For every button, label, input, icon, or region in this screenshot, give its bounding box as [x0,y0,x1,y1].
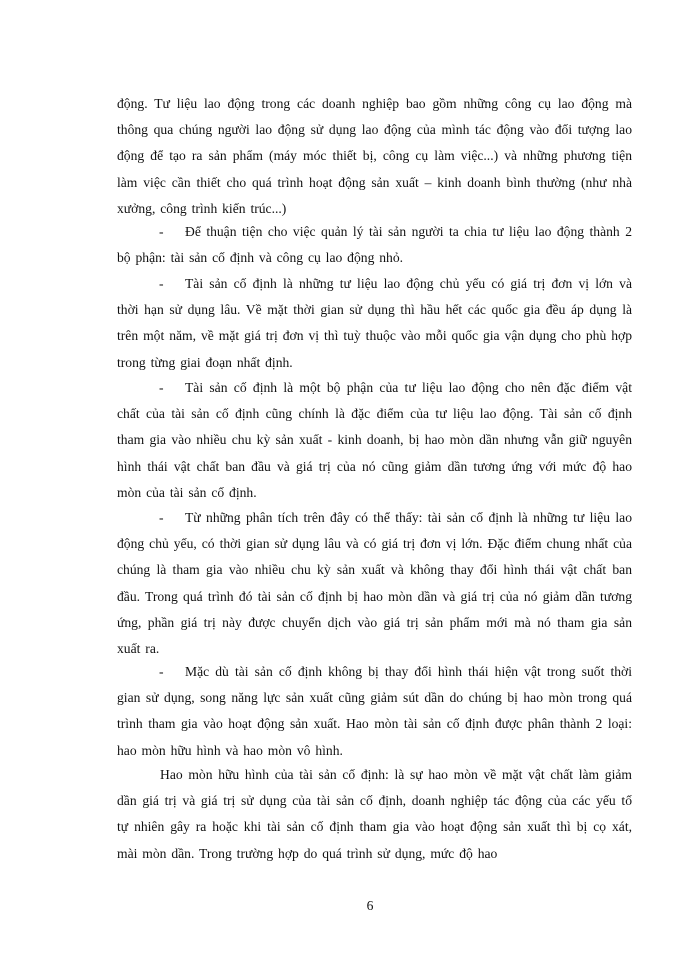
bullet-dash: - [159,664,164,679]
paragraph-6-text: Mặc dù tài sản cố định không bị thay đổi hình thái hiện vật trong suốt thời gian sử dụng, song năng lực sản xuất cũng giảm sút dần do chúng bị hao mòn trong quá trình tham gia vào hoạt động sản xuất. Hao mòn tài sản cố định được phân thành 2 loại: hao mòn hữu hình và hao mòn vô hình. [117,664,632,758]
bullet-dash: - [159,276,164,291]
paragraph-5 [117,505,632,662]
paragraph-4 [117,375,632,506]
paragraph-3 [117,271,632,376]
bullet-dash: - [159,510,164,525]
paragraph-6 [117,659,632,764]
bullet-dash: - [159,224,164,239]
paragraph-7-text: Hao mòn hữu hình của tài sản cố định: là sự hao mòn về mặt vật chất làm giảm dần giá trị và giá trị sử dụng của tài sản cố định, doanh nghiệp tác động của các yếu tố tự nhiên gây ra hoặc khi tài sản cố định tham gia vào hoạt động sản xuất thì bị cọ xát, mài mòn dần. Trong trường hợp do quá trình sử dụng, mức độ hao [117,767,632,861]
paragraph-1-text: động. Tư liệu lao động trong các doanh nghiệp bao gồm những công cụ lao động mà thông qua chúng người lao động sử dụng lao động của mình tác động vào đối tượng lao động để tạo ra sản phẩm (máy móc thiết bị, công cụ làm việc...) và những phương tiện làm việc cần thiết cho quá trình hoạt động sản xuất – kinh doanh bình thường (như nhà xưởng, công trình kiến trúc...) [117,96,632,216]
paragraph-2-text: Để thuận tiện cho việc quản lý tài sản người ta chia tư liệu lao động thành 2 bộ phận: tài sản cố định và công cụ lao động nhỏ. [117,224,632,266]
paragraph-5-text: Từ những phân tích trên đây có thể thấy: tài sản cố định là những tư liệu lao động chủ yếu, có thời gian sử dụng lâu và có giá trị đơn vị lớn. Đặc điểm chung nhất của chúng là tham gia vào nhiều chu kỳ sản xuất và không thay đổi hình thái vật chất ban đầu. Trong quá trình đó tài sản cố định bị hao mòn dần và giá trị của nó giảm dần tương ứng, phần giá trị này được chuyển dịch vào giá trị sản phẩm mới mà nó tham gia sản xuất ra. [117,510,632,657]
page-number: 6 [366,898,374,913]
paragraph-7 [117,762,632,867]
paragraph-2 [117,219,632,271]
paragraph-1 [117,91,632,222]
paragraph-3-text: Tài sản cố định là những tư liệu lao động chủ yếu có giá trị đơn vị lớn và thời hạn sử dụng lâu. Về mặt thời gian sử dụng thì hầu hết các quốc gia đều áp dụng là trên một năm, về mặt giá trị đơn vị thì tuỳ thuộc vào mỗi quốc gia vận dụng cho phù hợp trong từng giai đoạn nhất định. [117,276,632,370]
paragraph-4-text: Tài sản cố định là một bộ phận của tư liệu lao động cho nên đặc điểm vật chất của tài sản cố định cũng chính là đặc điểm của tư liệu lao động. Tài sản cố định tham gia vào nhiều chu kỳ sản xuất - kinh doanh, bị hao mòn dần nhưng vẫn giữ nguyên hình thái vật chất ban đầu và giá trị của nó cũng giảm dần tương ứng với mức độ hao mòn của tài sản cố định. [117,380,632,500]
bullet-dash: - [159,380,164,395]
